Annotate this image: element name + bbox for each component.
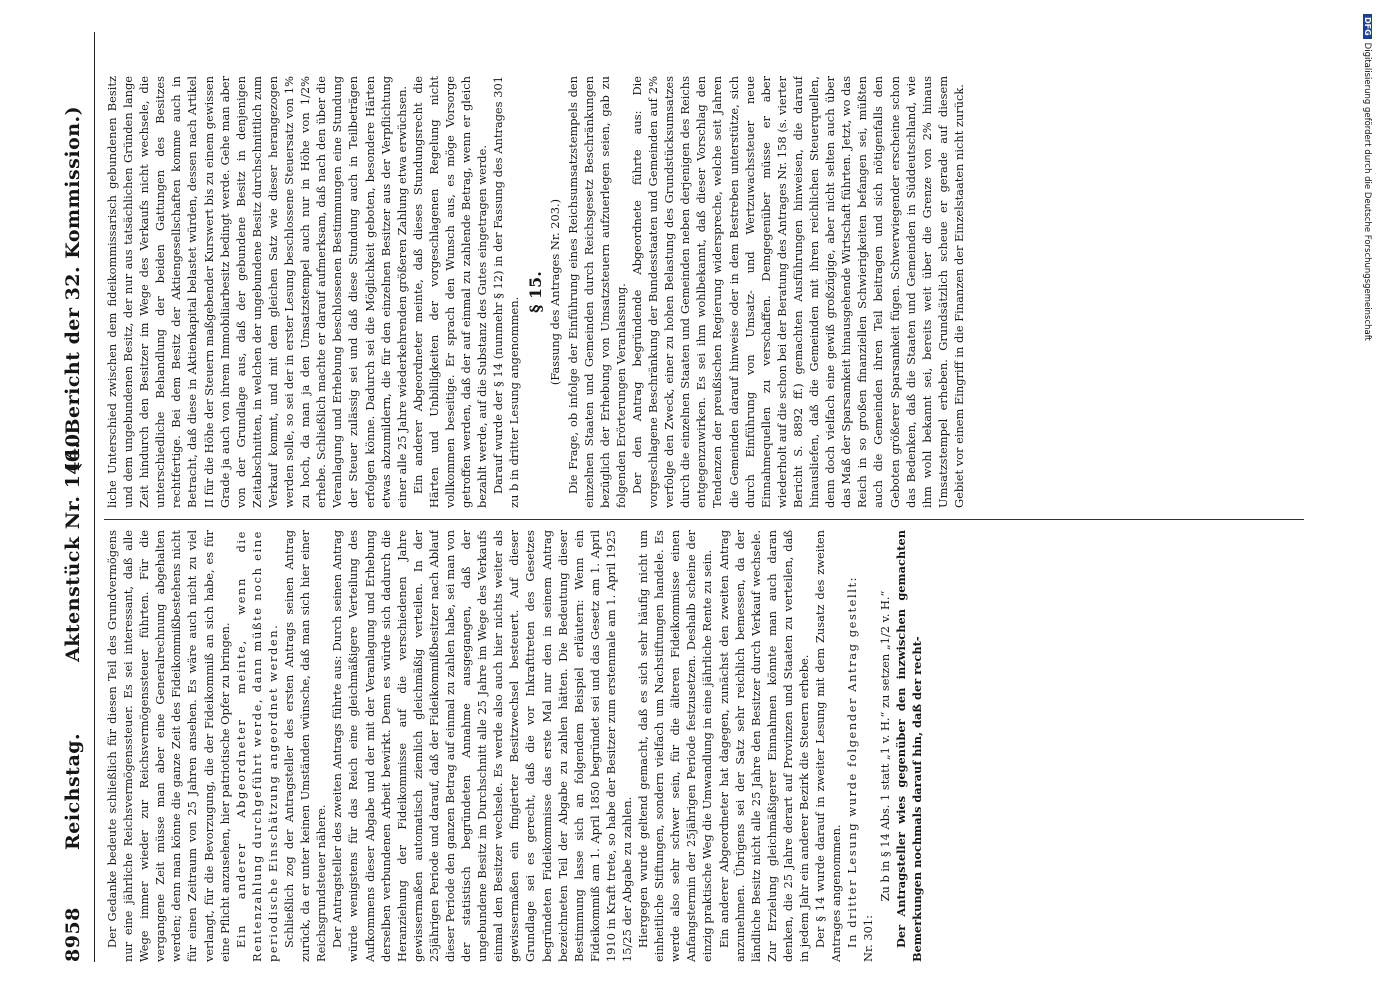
header-document-number: Aktenstück Nr. 1440. [62, 426, 84, 662]
left-paragraph: In dritter Lesung wurde folgender Antrag gestellt: [845, 575, 860, 948]
motion-number: Nr. 301: [861, 915, 876, 962]
section-heading: § 15. [526, 271, 546, 313]
left-paragraph: Der Antragsteller wies gegenüber den inzwischen gemachten Bemerkungen nochmals darauf hin, daß der recht- [893, 530, 924, 962]
right-paragraph: Ein anderer Abgeordneter meinte, daß dieses Stundungsrecht die Härten und Unbilligkeiten der vorgeschlagenen Regelung nicht vollkommen beseitige. Er sprach den Wunsch aus, es möge Vorsorge getroffen werden, daß der auf einmal zu zahlende Betrag, wenn er gleich bezahlt werde, auf die Substanz des Gutes eingetragen werde. [410, 76, 490, 508]
dfg-logo: DFG [1363, 14, 1372, 39]
right-column [104, 76, 1309, 508]
left-paragraph: Der Antragsteller des zweiten Antrags führte aus: Durch seinen Antrag würde wenigstens für das Reich eine gleichmäßigere Verteilung des Aufkommens dieser Abgabe und der mit der Veranlagung und Erhebung derselben verbundenen Arbeit bewirkt. Denn es würde sich dadurch die Heranziehung der Fideikommisse auf die verschiedenen Jahre gewissermaßen automatisch ziemlich gleichmäßig verteilen. In der 25jährigen Periode und darauf, daß der Fideikommißbesitzer nach Ablauf dieser Periode den ganzen Betrag auf einmal zu zahlen habe, sei man von der statistisch begründeten Annahme ausgegangen, daß der ungebundene Besitz im Durchschnitt alle 25 Jahre im Wege des Verkaufs einmal den Besitzer wechsele. Es werde also auch hier nichts weiter als gewissermaßen ein fingierter Besitzwechsel besteuert. Auf dieser Grundlage sei es gerecht, daß die vor Inkrafttreten des Gesetzes begründeten Fideikommisse das erste Mal nur den in seinem Antrag bezeichneten Teil der Abgabe zu zahlen hätten. Die Bedeutung dieser Bestimmung lasse sich an folgendem Beispiel erläutern: Wenn ein Fideikommiß am 1. April 1850 begründet sei und das Gesetz am 1. April 1910 in Kraft trete, so habe der Besitzer zum erstenmale am 1. April 1925 15/25 der Abgabe zu zahlen. [330, 530, 634, 962]
left-paragraph: Der Gedanke bedeute schließlich für diesen Teil des Grundvermögens nur eine jährliche Reichsvermögenssteuer. Es sei interessant, daß alle Wege immer wieder zur Reichsvermögenssteuer führten. Für die vergangene Zeit müsse man aber eine Generalrechnung abgehalten werden; denn man könne die ganze Zeit des Fideikommißbestehens nicht für einen Zeitraum von 25 Jahren ansehen. Es wäre auch nicht zu viel verlangt, für die Bevorzugung, die der Fideikommiß an sich habe, es für eine Pflicht anzusehen, hier patriotische Opfer zu bringen. [105, 530, 232, 962]
right-paragraph: Darauf wurde der § 14 (nunmehr § 12) in der Fassung des Antrages 301 zu b in dritter Lesung angenommen. [491, 76, 522, 508]
left-paragraph: Schließlich zog der Antragsteller des ersten Antrags seinen Antrag zurück, da er unter keinen Umständen wünsche, daß man sich hier einer Reichsgrundsteuer nähere. [282, 530, 329, 962]
left-paragraph: Der § 14 wurde darauf in zweiter Lesung mit dem Zusatz des zweiten Antrages angenommen. [813, 530, 844, 962]
left-paragraph: Ein anderer Abgeordneter hat dagegen, zunächst den zweiten Antrag anzunehmen. Übrigens sei der Satz sehr reichlich bemessen, da der ländliche Besitz nicht alle 25 Jahre den Besitzer durch Verkauf wechsele. Zur Erzielung gleichmäßigerer Einnahmen könnte man auch daran denken, die 25 Jahre derart auf Provinzen und Staaten zu verteilen, daß in jedem Jahr ein anderer Bezirk die Steuern erhebe. [716, 530, 812, 962]
right-paragraph: Die Frage, ob infolge der Einführung eines Reichsumsatzstempels den einzelnen Staaten und Gemeinden durch Reichsgesetz Beschränkungen bezüglich der Erhebung von Umsatzsteuern aufzuerlegen seien, gab zu folgenden Erörterungen Veranlassung. [565, 76, 628, 508]
page-header [58, 32, 98, 962]
right-paragraph: Der den Antrag begründende Abgeordnete führte aus: Die vorgeschlagene Beschränkung der Bundesstaaten und Gemeinden auf 2% verfolge den Zweck, einer zu hohen Belastung des Grundstücksumsatzes durch die einzelnen Staaten und Gemeinden neben derjenigen des Reichs entgegenzuwirken. Es sei ihm wohlbekannt, daß dieser Vorschlag den Tendenzen der preußischen Regierung widerspreche, welche seit Jahren die Gemeinden darauf hinweise oder in dem Bestreben unterstütze, sich durch Einführung von Umsatz- und Wertzuwachssteuer neue Einnahmequellen zu verschaffen. Demgegenüber müsse er aber wiederholt auf die schon bei der Beratung des Antrages Nr. 158 (s. vierter Bericht S. 8892 ff.) gemachten Ausführungen hinweisen, die darauf hinausliefen, daß die Gemeinden mit ihren reichlichen Steuerquellen, denn doch vielfach eine gewiß großzügige, aber nicht selten auch über das Maß der Sparsamkeit hinausgehende Wirtschaft führten. Jetzt, wo das Reich in so großen finanziellen Schwierigkeiten befangen sei, müßten auch die Gemeinden ihren Teil beitragen und sich nötigenfalls den Geboten größerer Sparsamkeit fügen. Schwerwiegender erscheine schon das Bedenken, daß die Staaten und Gemeinden in Süddeutschland, wie ihm wohl bekannt sei, bereits weit über die Grenze von 2% hinaus Umsatzstempel erheben. Grundsätzlich scheue er gerade auf diesem Gebiet vor einem Eingriff in die Finanzen der Einzelstaaten nicht zurück. [630, 76, 966, 508]
left-paragraph: Ein anderer Abgeordneter meinte, wenn die Rentenzahlung durchgeführt werde, dann müßte noch eine periodische Einschätzung angeordnet werden. [233, 530, 280, 962]
left-column [104, 530, 1309, 962]
page-number: 8958 [62, 907, 84, 962]
left-paragraph: Hiergegen wurde geltend gemacht, daß es sich sehr häufig nicht um einheitliche Stiftungen, sondern vielfach um Nachstiftungen handele. Es werde also sehr schwer sein, für die älteren Fideikommisse einen Anfangstermin der 25jährigen Periode festzusetzen. Deshalb scheine der einzig praktische Weg die Umwandlung in eine jährliche Rente zu sein. [636, 530, 715, 962]
header-right-title: (6. Bericht der 32. Kommission.) [62, 105, 84, 472]
credit-text: Digitalisierung gefördert durch die Deutsche Forschungsgemeinschaft [1362, 42, 1372, 341]
digitization-credit [1362, 14, 1372, 341]
header-left-title: Reichstag. [62, 732, 84, 850]
right-paragraph: liche Unterschied zwischen dem fideikommissarisch gebundenen Besitz und dem ungebundenen Besitz, der nur aus tatsächlichen Gründen lange Zeit hindurch den Besitzer im Wege des Verkaufs nicht wechsele, die unterschiedliche Behandlung der beiden Gattungen des Besitzes rechtfertige. Bei dem Besitz der Aktiengesellschaften komme auch in Betracht, daß diese in Aktienkapital belastet würden, dessen nach Artikel II für die Höhe der Steuern maßgebender Kurswert bis zu einem gewissen Grade ja auch von ihrem Immobiliarbesitz bedingt werde. Gehe man aber von der Grundlage aus, daß der gebundene Besitz in denjenigen Zeitabschnitten, in welchen der ungebundene Besitz durchschnittlich zum Verkauf kommt, und mit dem gleichen Satz wie dieser herangezogen werden solle, so sei der in erster Lesung beschlossene Steuersatz von 1% zu hoch, da man ja den Umsatzstempel auch nur in Höhe von 1/2% erhebe. Schließlich machte er darauf aufmerksam, daß nach den über die Veranlagung und Erhebung beschlossenen Bestimmungen eine Stundung der Steuer zulässig sei und daß diese Stundung auch in Teilbeträgen erfolgen könne. Dadurch sei die Möglichkeit geboten, besondere Härten etwas abzumildern, die für den einzelnen Besitzer aus der Verpflichtung einer alle 25 Jahre wiederkehrenden größeren Zahlung etwa erwüchsen. [105, 76, 409, 508]
column-divider [104, 519, 1304, 520]
section-subheading: (Fassung des Antrages Nr. 203.) [547, 198, 562, 386]
motion-text: Zu b in § 14 Abs. 1 statt „1 v. H.“ zu setzen „1/2 v. H.“ [877, 590, 892, 902]
header-rule [94, 32, 95, 962]
